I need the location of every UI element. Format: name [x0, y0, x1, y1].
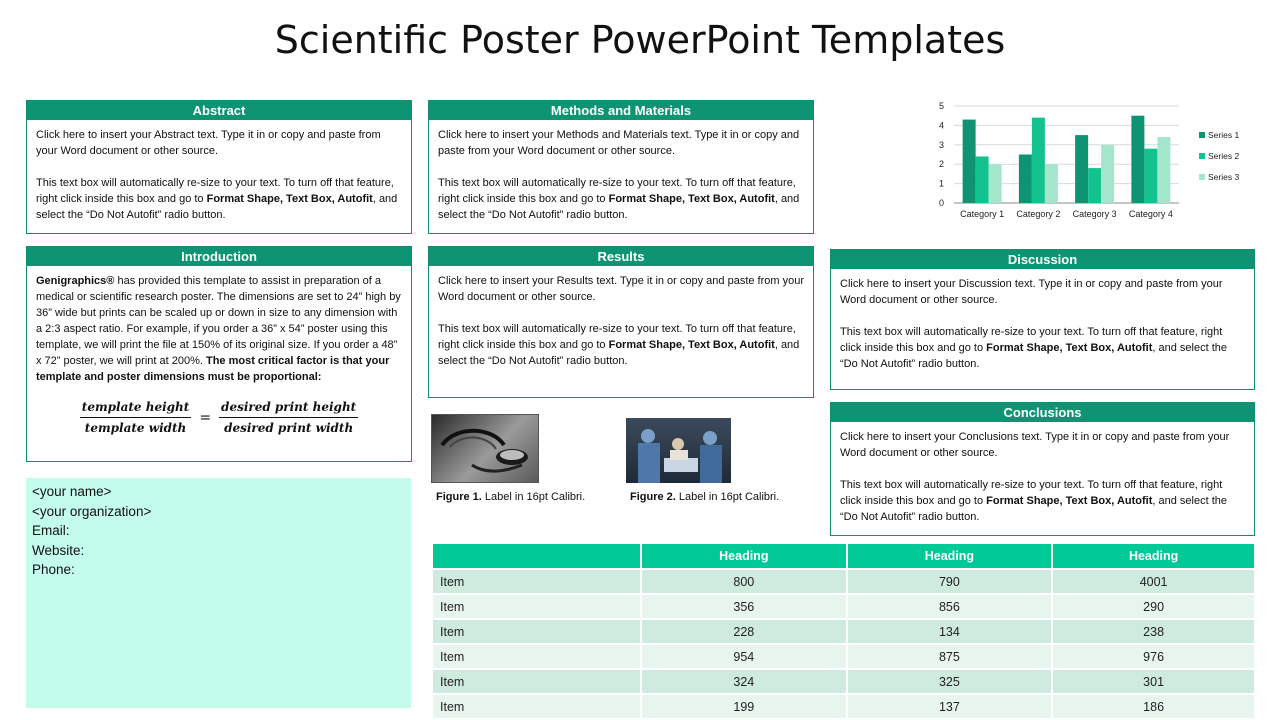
chart-legend-swatch — [1199, 174, 1205, 180]
table-row — [433, 644, 1254, 669]
introduction-box[interactable] — [26, 246, 412, 462]
figure-2-image[interactable] — [626, 418, 731, 483]
chart-x-tick-label: Category 2 — [1016, 209, 1061, 219]
table-cell: 800 — [641, 569, 847, 594]
introduction-paragraph: Genigraphics® has provided this template to assist in preparation of a medical or scientific research poster. The dimensions are set to 24” high by 36” wide but prints can be scaled up or down in size to any dimension with a 2:3 aspect ratio. For example, if you order a 36” x 54” poster using this template, we will print the file at 150% of its original size. If you order a 48” x 72” poster, we will print at 200%. The most critical factor is that your template and poster dimensions must be proportional: — [36, 275, 401, 383]
contact-box[interactable] — [26, 478, 411, 708]
abstract-paragraph-1: Click here to insert your Abstract text. Type it in or copy and paste from your Word document or other source. — [36, 129, 381, 157]
table-cell: 324 — [641, 669, 847, 694]
chart-legend-swatch — [1199, 132, 1205, 138]
methods-box[interactable] — [428, 100, 814, 234]
figure-2-caption: Figure 2. Label in 16pt Calibri. — [630, 491, 780, 503]
table-cell: Item — [433, 569, 641, 594]
chart-legend-label: Series 2 — [1208, 151, 1240, 161]
discussion-paragraph-1: Click here to insert your Discussion text. Type it in or copy and paste from your Word document or other source. — [840, 278, 1223, 306]
table-cell: 356 — [641, 594, 847, 619]
figure-1-caption: Figure 1. Label in 16pt Calibri. — [436, 491, 586, 503]
discussion-paragraph-2: This text box will automatically re-size to your text. To turn off that feature, right click inside this box and go to Format Shape, Text Box, Autofit, and select the “Do Not Autofit” radio button. — [840, 326, 1227, 370]
table-row — [433, 594, 1254, 619]
discussion-heading: Discussion — [831, 250, 1254, 269]
page-title: Scientific Poster PowerPoint Templates — [274, 18, 1006, 62]
conclusions-body[interactable] — [831, 422, 1254, 532]
figure-1-image[interactable] — [431, 414, 539, 483]
formula-right-fraction: $\frac{\text{desired print height}}{\text{desired print width}}$ — [221, 400, 357, 435]
table-header-row — [433, 544, 1254, 569]
table-cell: 290 — [1052, 594, 1254, 619]
results-box[interactable] — [428, 246, 814, 398]
chart-y-tick-label: 4 — [938, 120, 944, 131]
chart-bar — [1032, 118, 1045, 203]
chart-bar — [976, 156, 989, 203]
table-row — [433, 569, 1254, 594]
proportion-formula — [36, 399, 402, 436]
chart-legend-label: Series 1 — [1208, 130, 1240, 140]
table-header: Heading — [641, 544, 847, 569]
table-cell: 134 — [847, 619, 1053, 644]
chart-y-tick-label: 2 — [938, 159, 944, 170]
formula-left-fraction: $\frac{\text{template height}}{\text{template width}}$ — [81, 400, 190, 435]
table-header: Heading — [847, 544, 1053, 569]
table-cell: 325 — [847, 669, 1053, 694]
contact-name: <your name> — [32, 484, 112, 499]
results-heading: Results — [429, 247, 813, 266]
chart-bar — [1157, 137, 1170, 203]
chart-x-tick-label: Category 1 — [960, 209, 1005, 219]
chart-y-tick-label: 0 — [938, 198, 944, 208]
table-header — [433, 544, 641, 569]
methods-paragraph-2: This text box will automatically re-size to your text. To turn off that feature, right click inside this box and go to Format Shape, Text Box, Autofit, and select the “Do Not Autofit” radio button. — [438, 177, 800, 221]
chart-bar — [1045, 164, 1058, 203]
table-cell: 954 — [641, 644, 847, 669]
chart-bar — [1131, 116, 1144, 203]
data-table — [433, 544, 1254, 718]
table-cell: Item — [433, 644, 641, 669]
table-cell: 4001 — [1052, 569, 1254, 594]
contact-phone: Phone: — [32, 562, 75, 577]
methods-heading: Methods and Materials — [429, 101, 813, 120]
chart-y-tick-label: 1 — [938, 178, 944, 189]
methods-body[interactable] — [429, 120, 813, 230]
results-body[interactable] — [429, 266, 813, 376]
abstract-paragraph-2: This text box will automatically re-size to your text. To turn off that feature, right click inside this box and go to Format Shape, Text Box, Autofit, and select the “Do Not Autofit” radio button. — [36, 177, 398, 221]
table-cell: 199 — [641, 694, 847, 718]
chart-y-tick-label: 3 — [938, 139, 944, 150]
table-cell: 238 — [1052, 619, 1254, 644]
bar-chart-svg — [920, 96, 1240, 236]
chart-bar — [1101, 145, 1114, 203]
results-paragraph-2: This text box will automatically re-size to your text. To turn off that feature, right click inside this box and go to Format Shape, Text Box, Autofit, and select the “Do Not Autofit” radio button. — [438, 323, 800, 367]
chart-y-tick-label: 5 — [938, 101, 944, 111]
bar-chart[interactable] — [920, 96, 1240, 236]
abstract-body[interactable] — [27, 120, 411, 230]
table-cell: Item — [433, 694, 641, 718]
contact-website: Website: — [32, 542, 85, 558]
chart-bar — [1075, 135, 1088, 203]
introduction-body[interactable] — [27, 266, 411, 443]
contact-email: Email: — [32, 523, 70, 538]
chart-bar — [1019, 155, 1032, 204]
table-cell: Item — [433, 594, 641, 619]
discussion-box[interactable] — [830, 249, 1255, 390]
discussion-body[interactable] — [831, 269, 1254, 379]
chart-bar — [1088, 168, 1101, 203]
chart-x-tick-label: Category 4 — [1128, 209, 1173, 219]
conclusions-paragraph-2: This text box will automatically re-size to your text. To turn off that feature, right click inside this box and go to Format Shape, Text Box, Autofit, and select the “Do Not Autofit” radio button. — [840, 479, 1227, 523]
table-row — [433, 694, 1254, 718]
conclusions-paragraph-1: Click here to insert your Conclusions text. Type it in or copy and paste from your Word document or other source. — [840, 431, 1230, 459]
conclusions-heading: Conclusions — [831, 403, 1254, 422]
table-row — [433, 669, 1254, 694]
table-cell: 976 — [1052, 644, 1254, 669]
chart-bar — [1144, 149, 1157, 203]
results-paragraph-1: Click here to insert your Results text. Type it in or copy and paste from your Word document or other source. — [438, 275, 805, 303]
table-header: Heading — [1052, 544, 1254, 569]
contact-organization: <your organization> — [32, 503, 152, 519]
stethoscope-icon — [432, 415, 538, 482]
chart-bar — [963, 120, 976, 203]
chart-legend-swatch — [1199, 153, 1205, 159]
surgery-photo-icon — [626, 418, 731, 483]
table-row — [433, 619, 1254, 644]
table-cell: Item — [433, 619, 641, 644]
table-cell: 790 — [847, 569, 1053, 594]
chart-bar — [989, 164, 1002, 203]
chart-legend-label: Series 3 — [1208, 172, 1240, 182]
table-cell: 137 — [847, 694, 1053, 718]
table-cell: 875 — [847, 644, 1053, 669]
table-cell: 301 — [1052, 669, 1254, 694]
conclusions-box[interactable] — [830, 402, 1255, 536]
table-cell: 186 — [1052, 694, 1254, 718]
table-cell: 856 — [847, 594, 1053, 619]
table-cell: Item — [433, 669, 641, 694]
table-cell: 228 — [641, 619, 847, 644]
formula-equals: = — [199, 409, 212, 426]
abstract-heading: Abstract — [27, 101, 411, 120]
methods-paragraph-1: Click here to insert your Methods and Materials text. Type it in or copy and paste from your Word document or other source. — [438, 129, 800, 157]
abstract-box[interactable] — [26, 100, 412, 234]
chart-x-tick-label: Category 3 — [1072, 209, 1117, 219]
introduction-heading: Introduction — [27, 247, 411, 266]
